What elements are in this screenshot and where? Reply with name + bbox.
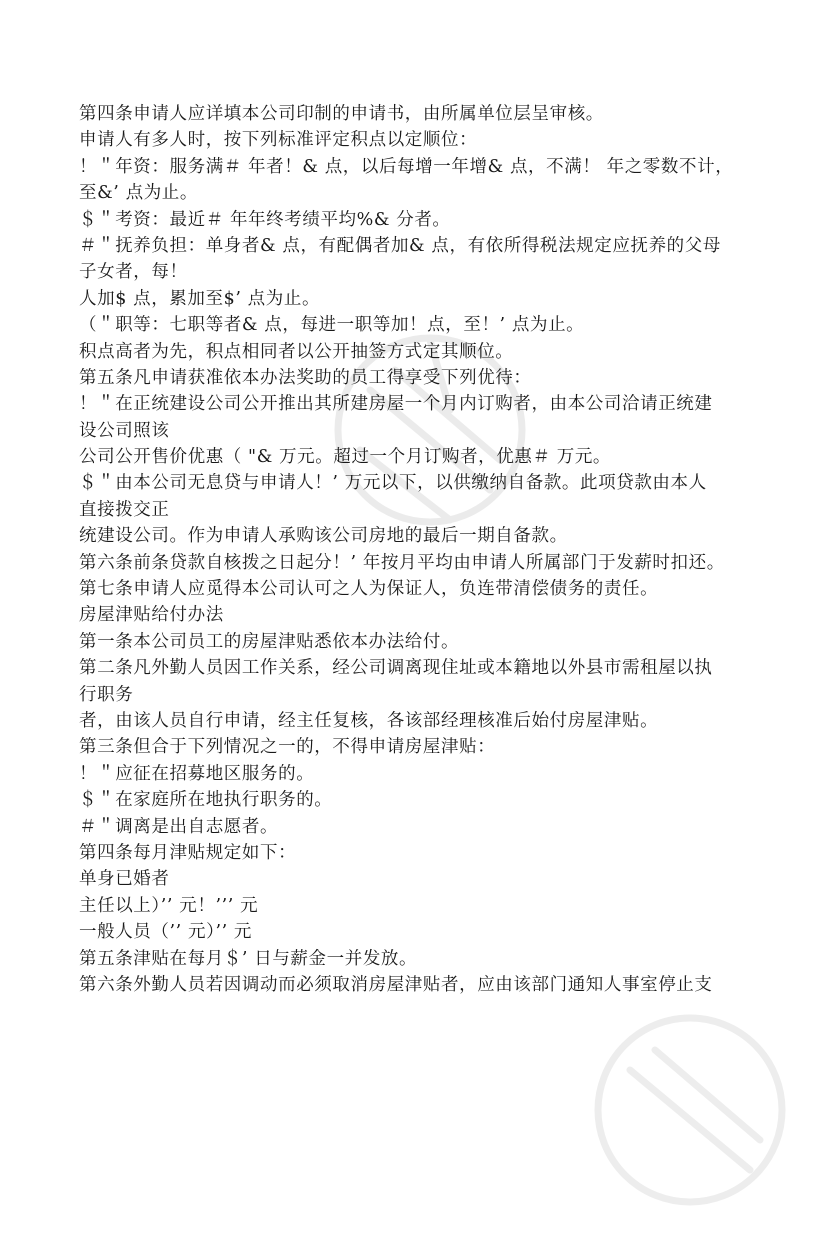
- text-line: 第五条凡申请获准依本办法奖助的员工得享受下列优待：: [79, 367, 532, 388]
- document-body: [79, 101, 769, 998]
- section-heading: 房屋津贴给付办法: [79, 605, 224, 626]
- text-line: 第一条本公司员工的房屋津贴悉依本办法给付。: [79, 631, 460, 652]
- text-line: 申请人有多人时，按下列标准评定积点以定顺位：: [79, 130, 478, 151]
- text-line: 公司公开售价优惠（ "& 万元。超过一个月订购者，优惠＃ 万元。: [79, 447, 612, 468]
- text-line: 第七条申请人应觅得本公司认可之人为保证人，负连带清偿债务的责任。: [79, 579, 659, 600]
- text-line: 一般人员（’’ 元）’’ 元: [79, 922, 253, 943]
- text-line: 子女者，每！: [79, 262, 188, 283]
- text-line: 者，由该人员自行申请，经主任复核，各该部经理核准后始付房屋津贴。: [79, 710, 659, 731]
- text-line: 人加$ 点，累加至$’ 点为止。: [79, 288, 321, 309]
- text-line: ＃＂抚养负担：单身者& 点，有配偶者加& 点，有依所得税法规定应抚养的父母: [79, 235, 721, 256]
- text-line: 第三条但合于下列情况之一的，不得申请房屋津贴：: [79, 737, 496, 758]
- text-line: 第四条每月津贴规定如下：: [79, 842, 297, 863]
- text-line: 单身已婚者: [79, 869, 170, 890]
- text-line: 主任以上）’’ 元！’’’ 元: [79, 895, 259, 916]
- text-line: 第四条申请人应详填本公司印制的申请书，由所属单位层呈审核。: [79, 104, 604, 124]
- text-line: ＄＂在家庭所在地执行职务的。: [79, 790, 333, 811]
- text-line: ！＂在正统建设公司公开推出其所建房屋一个月内订购者，由本公司洽请正统建: [79, 394, 713, 415]
- text-line: ＃＂调离是出自志愿者。: [79, 816, 279, 837]
- text-line: 至&’ 点为止。: [79, 183, 199, 204]
- text-line: ！＂年资：服务满＃ 年者！& 点，以后每增一年增& 点，不满！ 年之零数不计，: [79, 156, 734, 177]
- text-line: （＂职等：七职等者& 点，每进一职等加！点，至！’ 点为止。: [79, 315, 585, 336]
- text-line: 第六条前条贷款自核拨之日起分！’ 年按月平均由申请人所属部门于发薪时扣还。: [79, 552, 725, 573]
- watermark-logo-corner: [560, 980, 820, 1240]
- text-line: 积点高者为先，积点相同者以公开抽签方式定其顺位。: [79, 341, 514, 362]
- text-line: 设公司照该: [79, 420, 170, 441]
- text-line: ！＂应征在招募地区服务的。: [79, 763, 315, 784]
- text-line: ＄＂考资：最近＃ 年年终考绩平均%& 分者。: [79, 209, 451, 230]
- text-line: 第六条外勤人员若因调动而必须取消房屋津贴者，应由该部门通知人事室停止支: [79, 974, 713, 995]
- text-line: 第二条凡外勤人员因工作关系，经公司调离现住址或本籍地以外县市需租屋以执: [79, 658, 713, 679]
- text-line: 第五条津贴在每月＄’ 日与薪金一并发放。: [79, 948, 418, 969]
- text-line: ＄＂由本公司无息贷与申请人！’ 万元以下，以供缴纳自备款。此项贷款由本人: [79, 473, 707, 494]
- text-line: 统建设公司。作为申请人承购该公司房地的最后一期自备款。: [79, 526, 568, 547]
- text-line: 行职务: [79, 684, 134, 705]
- text-line: 直接拨交正: [79, 499, 170, 520]
